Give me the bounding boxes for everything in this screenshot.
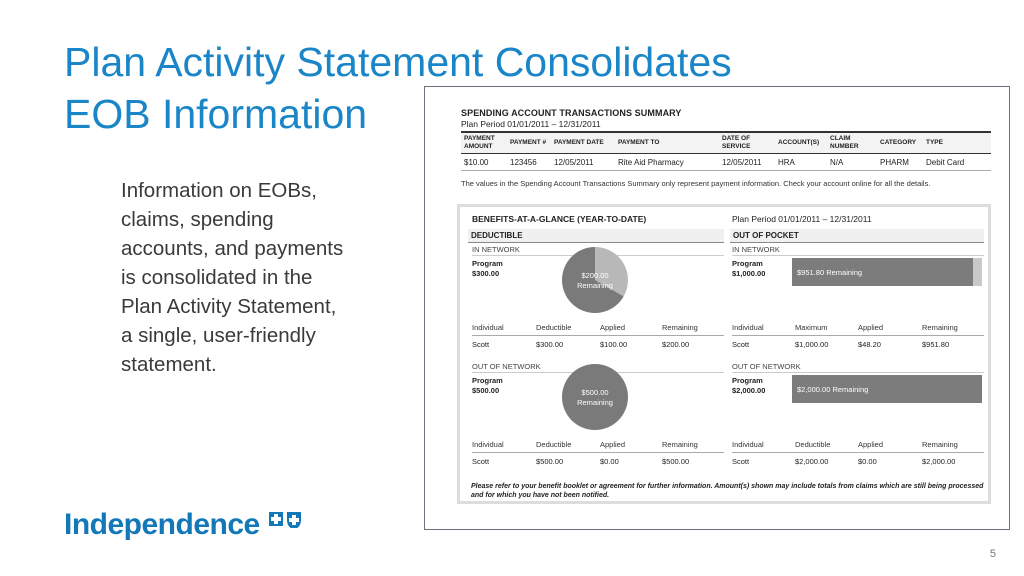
ded-in-v3: $200.00	[662, 340, 690, 349]
company-logo	[64, 508, 302, 542]
body-text: Information on EOBs, claims, spending accounts, and payments is consolidated in the Plan Activity Statement, a single, user-friendly statement.	[121, 179, 344, 376]
pie-label	[562, 271, 628, 291]
oop-out-h1: Deductible	[795, 440, 831, 449]
benefits-title: BENEFITS-AT-A-GLANCE (YEAR-TO-DATE)	[472, 214, 647, 224]
deductible-out-network-label: OUT OF NETWORK	[472, 362, 724, 373]
oop-in-network-bar-label: $951.80 Remaining	[797, 268, 863, 277]
benefits-at-a-glance	[457, 204, 991, 504]
oop-in-v3: $951.80	[922, 340, 950, 349]
oop-out-v2: $0.00	[858, 457, 877, 466]
cell-date-of-service: 12/05/2011	[719, 154, 775, 171]
oop-out-h3: Remaining	[922, 440, 958, 449]
divider	[472, 452, 724, 453]
oop-out-v1: $2,000.00	[795, 457, 829, 466]
ded-in-v2: $100.00	[600, 340, 628, 349]
cell-payment-to: Rite Aid Pharmacy	[615, 154, 719, 171]
sats-header-row	[461, 132, 991, 154]
sats-table	[461, 131, 991, 171]
col-claim-number: CLAIM NUMBER	[827, 132, 877, 154]
program-label: Program	[732, 376, 763, 385]
program-label: Program	[472, 259, 503, 268]
program-amount: $1,000.00	[732, 269, 766, 278]
ded-in-h3: Remaining	[662, 323, 698, 332]
disclaimer: Please refer to your benefit booklet or agreement for further information. Amount(s) shown may include totals from claims which are still being processed and for which you have not been notified.	[471, 483, 984, 499]
oop-out-h0: Individual	[732, 440, 764, 449]
cell-payment-number: 123456	[507, 154, 551, 171]
deductible-in-network-label: IN NETWORK	[472, 245, 724, 256]
col-payment-number: PAYMENT #	[507, 132, 551, 154]
pie-value: $200.00	[581, 271, 609, 280]
ded-in-v0: Scott	[472, 340, 490, 349]
sats-note: The values in the Spending Account Transactions Summary only represent payment information. Check your account online for all the details.	[461, 179, 931, 188]
oop-in-v1: $1,000.00	[795, 340, 829, 349]
deductible-in-network-program	[472, 259, 503, 279]
divider	[732, 452, 984, 453]
program-label: Program	[732, 259, 763, 268]
cross-shield-icon	[268, 508, 302, 542]
sats-title: SPENDING ACCOUNT TRANSACTIONS SUMMARY	[461, 108, 682, 118]
page-number: 5	[989, 548, 996, 560]
table-row	[461, 154, 991, 171]
benefits-period: Plan Period 01/01/2011 – 12/31/2011	[732, 214, 872, 224]
program-amount: $300.00	[472, 269, 500, 278]
deductible-heading: DEDUCTIBLE	[468, 229, 724, 243]
cell-claim-number: N/A	[827, 154, 877, 171]
slide-title-line1: Plan Activity Statement Consolidates	[64, 39, 732, 85]
logo-text: Independence	[64, 508, 260, 541]
pie-caption: Remaining	[577, 281, 613, 290]
ded-out-v1: $500.00	[536, 457, 564, 466]
ded-out-v0: Scott	[472, 457, 490, 466]
col-date-of-service: DATE OF SERVICE	[719, 132, 775, 154]
ded-out-h2: Applied	[600, 440, 626, 449]
slide-title-line2: EOB Information	[64, 91, 368, 137]
oop-in-h0: Individual	[732, 323, 764, 332]
ded-in-v1: $300.00	[536, 340, 564, 349]
ded-out-v2: $0.00	[600, 457, 619, 466]
cell-payment-amount: $10.00	[461, 154, 507, 171]
oop-out-v0: Scott	[732, 457, 750, 466]
program-amount: $2,000.00	[732, 386, 766, 395]
ded-in-h1: Deductible	[536, 323, 572, 332]
oop-out-network-program	[732, 376, 765, 396]
cell-payment-date: 12/05/2011	[551, 154, 615, 171]
ded-out-h1: Deductible	[536, 440, 572, 449]
oop-out-network-bar-label: $2,000.00 Remaining	[797, 385, 869, 394]
plan-activity-statement	[424, 86, 1010, 530]
oop-heading: OUT OF POCKET	[730, 229, 984, 243]
pie-caption: Remaining	[577, 398, 613, 407]
oop-in-v0: Scott	[732, 340, 750, 349]
col-type: TYPE	[923, 132, 991, 154]
ded-out-h0: Individual	[472, 440, 504, 449]
col-payment-date: PAYMENT DATE	[551, 132, 615, 154]
col-accounts: ACCOUNT(S)	[775, 132, 827, 154]
deductible-out-network-program	[472, 376, 503, 396]
col-payment-amount: PAYMENT AMOUNT	[461, 132, 507, 154]
oop-in-h1: Maximum	[795, 323, 828, 332]
sats-period: Plan Period 01/01/2011 – 12/31/2011	[461, 119, 601, 129]
ded-in-h0: Individual	[472, 323, 504, 332]
oop-out-h2: Applied	[858, 440, 884, 449]
divider	[732, 335, 984, 336]
cell-category: PHARM	[877, 154, 923, 171]
program-amount: $500.00	[472, 386, 500, 395]
pie-value: $500.00	[581, 388, 609, 397]
oop-out-network-label: OUT OF NETWORK	[732, 362, 984, 373]
ded-out-h3: Remaining	[662, 440, 698, 449]
oop-in-h3: Remaining	[922, 323, 958, 332]
program-label: Program	[472, 376, 503, 385]
ded-out-v3: $500.00	[662, 457, 690, 466]
divider	[472, 335, 724, 336]
oop-in-network-program	[732, 259, 765, 279]
cell-type: Debit Card	[923, 154, 991, 171]
oop-in-v2: $48.20	[858, 340, 881, 349]
oop-in-h2: Applied	[858, 323, 884, 332]
pie-label	[562, 388, 628, 408]
spending-account-summary	[461, 108, 991, 188]
col-payment-to: PAYMENT TO	[615, 132, 719, 154]
ded-in-h2: Applied	[600, 323, 626, 332]
oop-in-network-label: IN NETWORK	[732, 245, 984, 256]
col-category: CATEGORY	[877, 132, 923, 154]
cell-accounts: HRA	[775, 154, 827, 171]
oop-out-v3: $2,000.00	[922, 457, 956, 466]
